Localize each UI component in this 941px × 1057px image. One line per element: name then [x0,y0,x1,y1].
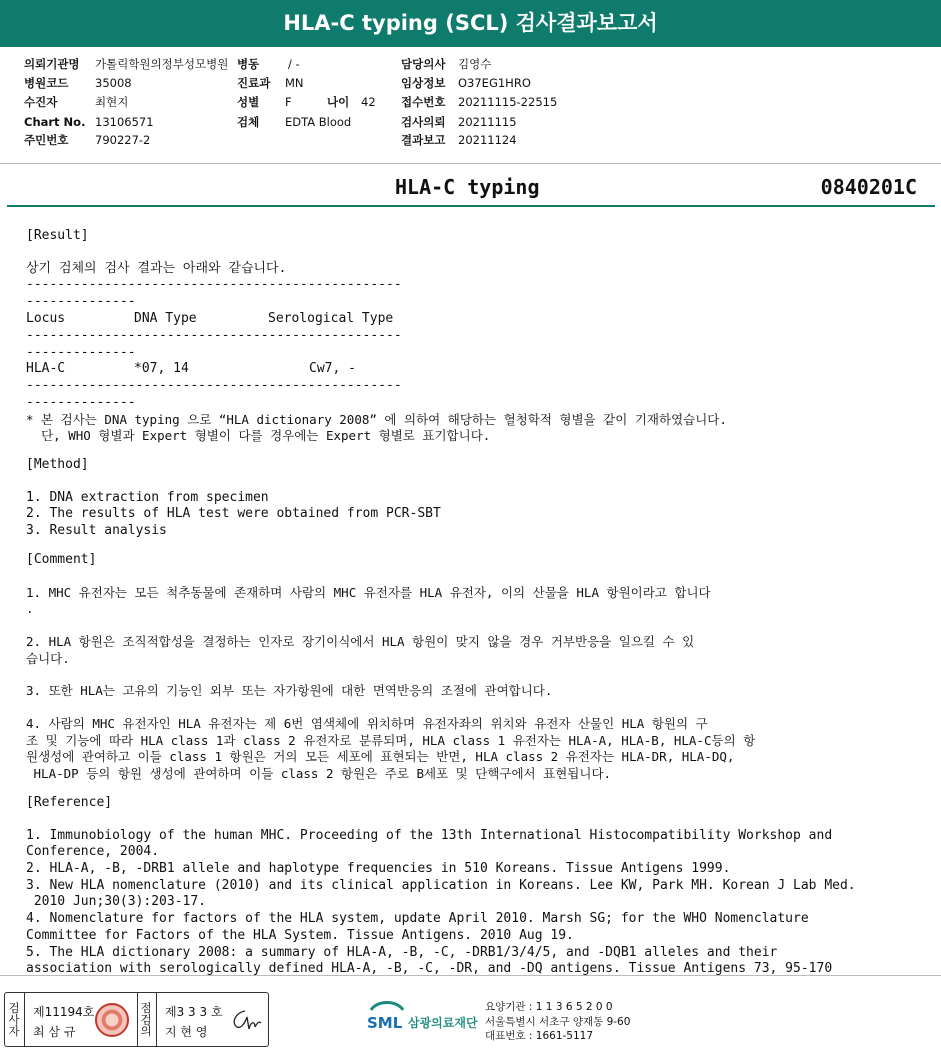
signature-box [4,992,269,1047]
info-label: 결과보고 [401,133,446,147]
dna-type-value: *07, 14 [134,361,189,377]
info-label: 나이 [327,95,350,109]
checker-label: 점검의 [137,993,157,1046]
divider [0,163,941,164]
document-title: HLA-C typing [395,175,540,199]
comment-item: 3. 또한 HLA는 고유의 기능인 외부 또는 자가항원에 대한 면역반응의 조절에 관여합니다. [26,683,553,699]
method-item: 1. DNA extraction from specimen [26,489,269,505]
info-row [0,93,941,112]
comment-heading: [Comment] [26,551,97,567]
ward-value: / - [288,57,300,71]
info-label: 진료과 [237,76,271,90]
table-divider: -------------------------------------------------------------- [26,327,402,360]
col-dna-type: DNA Type [134,310,197,326]
institution-code: 요양기관 : 1 1 3 6 5 2 0 0 [485,1001,613,1013]
document-code: 0840201C [820,175,917,199]
table-row [26,361,916,378]
info-label: 성별 [237,95,260,109]
col-locus: Locus [26,310,66,326]
checker-name: 지 현 영 [165,1025,208,1039]
reference-item: 3. New HLA nomenclature (2010) and its clinical application in Koreans. Lee KW, Park MH. Korean J Lab Med. 2010 Jun;30(3):203-17. [26,877,856,910]
receipt-value: 20211115-22515 [458,95,558,109]
title-divider [7,205,935,207]
reference-item: 5. The HLA dictionary 2008: a summary of HLA-A, -B, -C, -DRB1/3/4/5, and -DQB1 alleles and their association with serologically defined HLA-A, -B, -C, -DR, and -DQ antigens. Tissue Antigens 73, 95-170 [26,944,833,977]
serological-type-value: Cw7, - [309,361,356,377]
result-intro: 상기 검체의 검사 결과는 아래와 같습니다. [26,260,287,276]
address: 서울특별시 서초구 양재동 9-60 [485,1015,631,1028]
table-divider: -------------------------------------------------------------- [26,378,402,410]
footer-divider [0,975,941,976]
logo-letters: SML [367,1014,403,1032]
info-label: 접수번호 [401,95,446,109]
checker-number: 제3 3 3 호 [165,1005,223,1019]
logo-icon [365,998,409,1038]
inspector-name: 최 삼 규 [33,1025,76,1039]
reference-item: 2. HLA-A, -B, -DRB1 allele and haplotype frequencies in 510 Koreans. Tissue Antigens 1999. [26,860,731,876]
result-heading: [Result] [26,228,89,243]
chart-value: 13106571 [95,115,154,129]
report-value: 20211124 [458,133,517,147]
patient-value: 최현지 [95,95,129,109]
institution-value: 가톨릭학원의정부성모병원 [95,57,229,71]
info-label: 의뢰기관명 [24,57,80,71]
reference-item: 4. Nomenclature for factors of the HLA system, update April 2010. Marsh SG; for the WHO Nomenclature Committee for Factors of the HLA System. Tissue Antigens. 2010 Aug 19. [26,911,809,943]
info-label: 주민번호 [24,133,69,147]
comment-item: 4. 사람의 MHC 유전자인 HLA 유전자는 제 6번 염색체에 위치하며 유전자좌의 위치와 유전자 산물인 HLA 항원의 구 조 및 기능에 따라 HLA class 1과 class 2 유전자로 분류되며, HLA class 1 유전자는 HLA-A, HLA-B, HLA-C등의 항 원생성에 관여하고 이들 class 1 항원은 거의 모든 세포에 표현되는 반면, HLA class 2 유전자는 HLA-DR, HLA-DQ, HLA-DP 등의 항원 생성에 관여하며 이들 class 2 항원은 주로 B세포 및 단핵구에서 표현됩니다. [26,716,756,782]
age-value: 42 [361,95,376,109]
table-header [26,311,916,328]
result-note: * 본 검사는 DNA typing 으로 “HLA dictionary 2008” 에 의하여 해당하는 혈청학적 형별을 같이 기재하였습니다. [26,411,727,427]
method-item: 3. Result analysis [26,523,167,539]
info-label: 수진자 [24,95,58,109]
method-heading: [Method] [26,457,89,473]
info-label: 임상정보 [401,76,446,90]
department-value: MN [285,76,304,90]
comment-item: 2. HLA 항원은 조직적합성을 결정하는 인자로 장기이식에서 HLA 항원이 맞지 않을 경우 거부반응을 일으킬 수 있 습니다. [26,633,695,666]
reference-item: 1. Immunobiology of the human MHC. Proceeding of the 13th International Histocompatibility Workshop and Conference, 2004. [26,827,833,860]
seal-stamp [95,1003,129,1037]
request-value: 20211115 [458,115,517,129]
inspector-number: 제11194호 [33,1005,95,1019]
inspector-label: 검사자 [5,993,25,1046]
doctor-value: 김영수 [458,57,492,71]
hospital-code-value: 35008 [95,76,132,90]
patient-info [0,50,941,163]
info-label: 담당의사 [401,57,446,71]
info-label: 검체 [237,115,260,129]
organization-name: 삼광의료재단 [408,1016,478,1030]
result-note: 단, WHO 형별과 Expert 형별이 다를 경우에는 Expert 형별로 표기합니다. [26,428,491,444]
locus-value: HLA-C [26,361,66,377]
info-row [0,113,941,132]
info-row [0,131,941,150]
reference-heading: [Reference] [26,794,113,810]
col-serological-type: Serological Type [268,310,394,326]
method-item: 2. The results of HLA test were obtained from PCR-SBT [26,506,441,522]
info-label: 검사의뢰 [401,115,446,129]
info-label: Chart No. [24,115,86,129]
sex-value: F [285,95,292,109]
signature-mark [227,1007,263,1033]
phone: 대표번호 : 1661-5117 [485,1030,594,1042]
info-row [0,55,941,74]
table-divider: -------------------------------------------------------------- [26,277,402,310]
specimen-value: EDTA Blood [285,115,352,129]
id-value: 790227-2 [95,133,151,147]
info-label: 병원코드 [24,76,69,90]
report-title: HLA-C typing (SCL) 검사결과보고서 [0,0,941,47]
organization-address [485,1000,630,1044]
info-row [0,74,941,93]
report-body [26,228,916,978]
info-label: 병동 [237,57,260,71]
comment-item: 1. MHC 유전자는 모든 척추동물에 존재하며 사람의 MHC 유전자를 HLA 유전자, 이의 산물을 HLA 항원이라고 합니다 . [26,584,711,617]
clinical-value: O37EG1HRO [458,76,531,90]
